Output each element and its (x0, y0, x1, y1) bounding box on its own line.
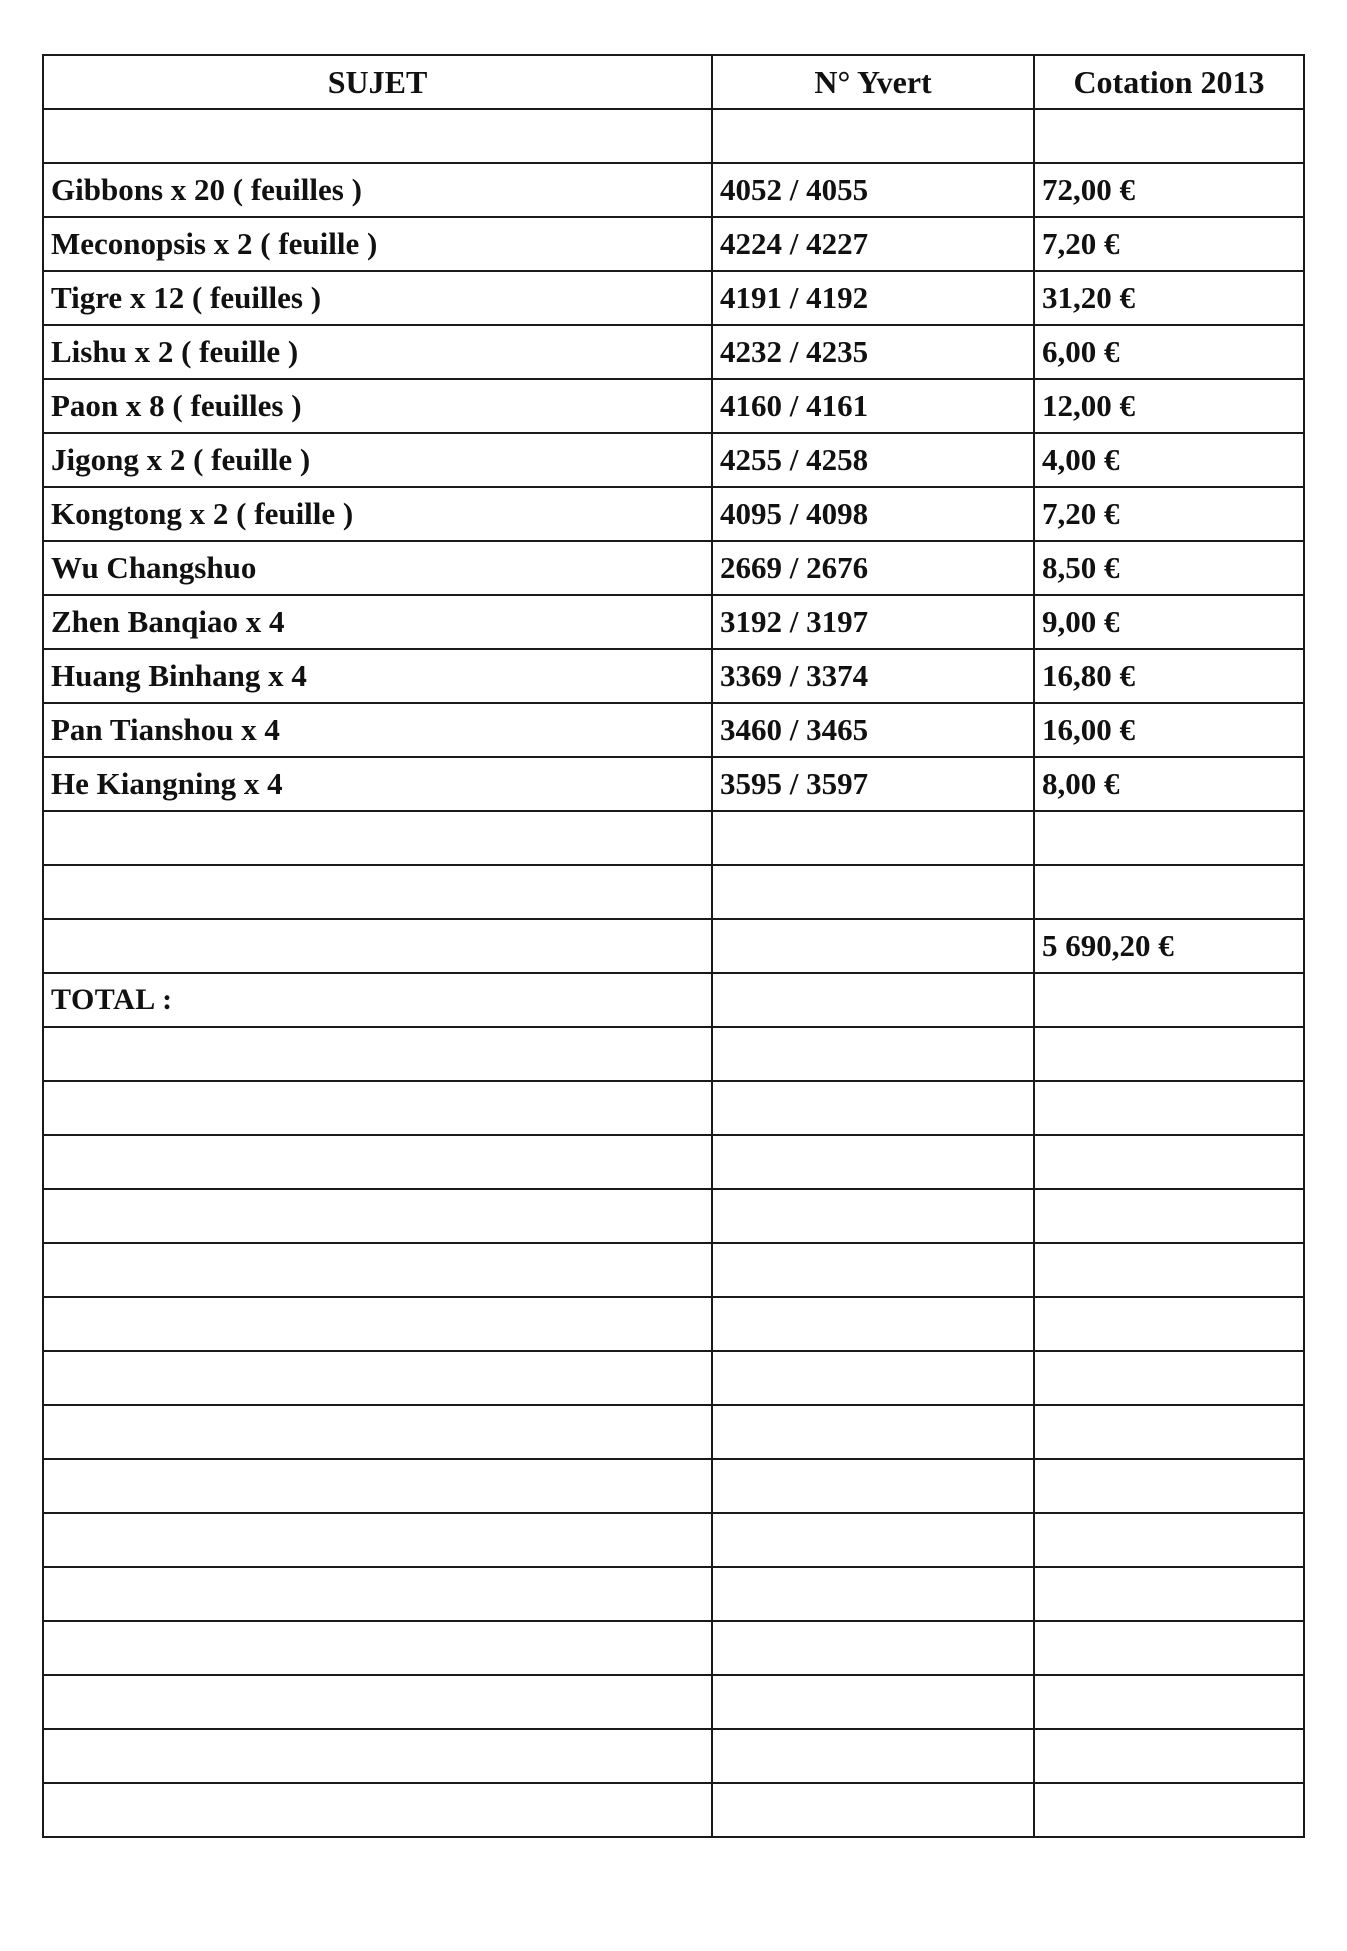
empty-cell (1034, 1135, 1304, 1189)
cotation-cell: 8,00 € (1034, 757, 1304, 811)
empty-cell (712, 1729, 1034, 1783)
table-row (43, 433, 1304, 487)
empty-cell (712, 1405, 1034, 1459)
empty-row (43, 1513, 1304, 1567)
empty-cell (43, 1567, 712, 1621)
empty-row (43, 811, 1304, 865)
yvert-cell: 3192 / 3197 (712, 595, 1034, 649)
subject-cell: Wu Changshuo (43, 541, 712, 595)
cotation-cell: 12,00 € (1034, 379, 1304, 433)
yvert-cell: 4160 / 4161 (712, 379, 1034, 433)
empty-row (43, 1081, 1304, 1135)
stamp-valuation-sheet (42, 54, 1303, 1838)
cotation-cell: 8,50 € (1034, 541, 1304, 595)
cotation-cell: 16,80 € (1034, 649, 1304, 703)
empty-cell (43, 1351, 712, 1405)
subject-cell: He Kiangning x 4 (43, 757, 712, 811)
yvert-cell: 3595 / 3597 (712, 757, 1034, 811)
empty-cell (1034, 1081, 1304, 1135)
empty-cell (712, 1459, 1034, 1513)
empty-cell (712, 973, 1034, 1027)
empty-cell (43, 1513, 712, 1567)
empty-cell (43, 1135, 712, 1189)
empty-cell (1034, 811, 1304, 865)
subject-cell: Zhen Banqiao x 4 (43, 595, 712, 649)
empty-cell (43, 1243, 712, 1297)
empty-cell (43, 1405, 712, 1459)
empty-cell (1034, 1783, 1304, 1837)
empty-cell (43, 865, 712, 919)
empty-row (43, 1351, 1304, 1405)
total-label: TOTAL : (43, 973, 712, 1027)
empty-cell (712, 1081, 1034, 1135)
empty-cell (712, 1243, 1034, 1297)
empty-cell (712, 811, 1034, 865)
empty-cell (1034, 1243, 1304, 1297)
empty-cell (43, 1783, 712, 1837)
empty-row (43, 1243, 1304, 1297)
table-row (43, 541, 1304, 595)
cotation-cell: 6,00 € (1034, 325, 1304, 379)
table-row (43, 163, 1304, 217)
empty-row (43, 1135, 1304, 1189)
empty-row (43, 1027, 1304, 1081)
empty-row (43, 1621, 1304, 1675)
empty-row (43, 1675, 1304, 1729)
header-yvert-number: N° Yvert (712, 55, 1034, 109)
empty-cell (43, 1459, 712, 1513)
yvert-cell: 4232 / 4235 (712, 325, 1034, 379)
header-row (43, 55, 1304, 109)
empty-cell (1034, 1351, 1304, 1405)
empty-cell (712, 1135, 1034, 1189)
empty-row (43, 109, 1304, 163)
yvert-cell: 2669 / 2676 (712, 541, 1034, 595)
empty-cell (43, 1189, 712, 1243)
empty-cell (43, 1081, 712, 1135)
empty-cell (1034, 973, 1304, 1027)
empty-cell (1034, 1027, 1304, 1081)
empty-row (43, 1459, 1304, 1513)
empty-cell (712, 1189, 1034, 1243)
yvert-cell: 4255 / 4258 (712, 433, 1034, 487)
empty-cell (712, 1567, 1034, 1621)
yvert-cell: 4095 / 4098 (712, 487, 1034, 541)
empty-row (43, 865, 1304, 919)
subject-cell: Meconopsis x 2 ( feuille ) (43, 217, 712, 271)
empty-row (43, 1729, 1304, 1783)
empty-cell (1034, 1297, 1304, 1351)
table-row (43, 217, 1304, 271)
empty-cell (1034, 1513, 1304, 1567)
yvert-cell: 3460 / 3465 (712, 703, 1034, 757)
subject-cell: Paon x 8 ( feuilles ) (43, 379, 712, 433)
yvert-cell: 4191 / 4192 (712, 271, 1034, 325)
table-row (43, 271, 1304, 325)
cotation-cell: 7,20 € (1034, 217, 1304, 271)
empty-cell (1034, 1621, 1304, 1675)
empty-row (43, 1297, 1304, 1351)
yvert-cell: 4224 / 4227 (712, 217, 1034, 271)
empty-cell (43, 1621, 712, 1675)
empty-cell (712, 1027, 1034, 1081)
empty-cell (1034, 1567, 1304, 1621)
valuation-table (42, 54, 1305, 1838)
table-row (43, 595, 1304, 649)
empty-cell (43, 1297, 712, 1351)
empty-cell (43, 919, 712, 973)
empty-cell (43, 1027, 712, 1081)
cotation-cell: 9,00 € (1034, 595, 1304, 649)
empty-row (43, 1189, 1304, 1243)
empty-cell (1034, 1459, 1304, 1513)
subject-cell: Pan Tianshou x 4 (43, 703, 712, 757)
cotation-cell: 7,20 € (1034, 487, 1304, 541)
empty-cell (712, 1351, 1034, 1405)
empty-cell (712, 109, 1034, 163)
subtotal-value: 5 690,20 € (1034, 919, 1304, 973)
empty-cell (712, 1297, 1034, 1351)
empty-cell (1034, 865, 1304, 919)
cotation-cell: 31,20 € (1034, 271, 1304, 325)
subject-cell: Lishu x 2 ( feuille ) (43, 325, 712, 379)
table-row (43, 487, 1304, 541)
empty-cell (43, 811, 712, 865)
header-subject: SUJET (43, 55, 712, 109)
table-row (43, 379, 1304, 433)
total-row (43, 973, 1304, 1027)
empty-cell (712, 1621, 1034, 1675)
empty-cell (712, 865, 1034, 919)
empty-cell (1034, 1729, 1304, 1783)
empty-row (43, 1783, 1304, 1837)
subtotal-row (43, 919, 1304, 973)
subject-cell: Jigong x 2 ( feuille ) (43, 433, 712, 487)
empty-cell (1034, 1675, 1304, 1729)
table-row (43, 325, 1304, 379)
table-row (43, 757, 1304, 811)
empty-cell (712, 1513, 1034, 1567)
subject-cell: Kongtong x 2 ( feuille ) (43, 487, 712, 541)
header-cotation: Cotation 2013 (1034, 55, 1304, 109)
subject-cell: Gibbons x 20 ( feuilles ) (43, 163, 712, 217)
yvert-cell: 3369 / 3374 (712, 649, 1034, 703)
cotation-cell: 72,00 € (1034, 163, 1304, 217)
empty-cell (43, 1729, 712, 1783)
cotation-cell: 4,00 € (1034, 433, 1304, 487)
subject-cell: Huang Binhang x 4 (43, 649, 712, 703)
empty-cell (43, 109, 712, 163)
table-row (43, 703, 1304, 757)
empty-cell (1034, 1189, 1304, 1243)
empty-cell (1034, 1405, 1304, 1459)
empty-cell (712, 1675, 1034, 1729)
empty-cell (712, 1783, 1034, 1837)
empty-cell (43, 1675, 712, 1729)
empty-cell (712, 919, 1034, 973)
empty-row (43, 1567, 1304, 1621)
cotation-cell: 16,00 € (1034, 703, 1304, 757)
subject-cell: Tigre x 12 ( feuilles ) (43, 271, 712, 325)
empty-cell (1034, 109, 1304, 163)
table-row (43, 649, 1304, 703)
yvert-cell: 4052 / 4055 (712, 163, 1034, 217)
empty-row (43, 1405, 1304, 1459)
